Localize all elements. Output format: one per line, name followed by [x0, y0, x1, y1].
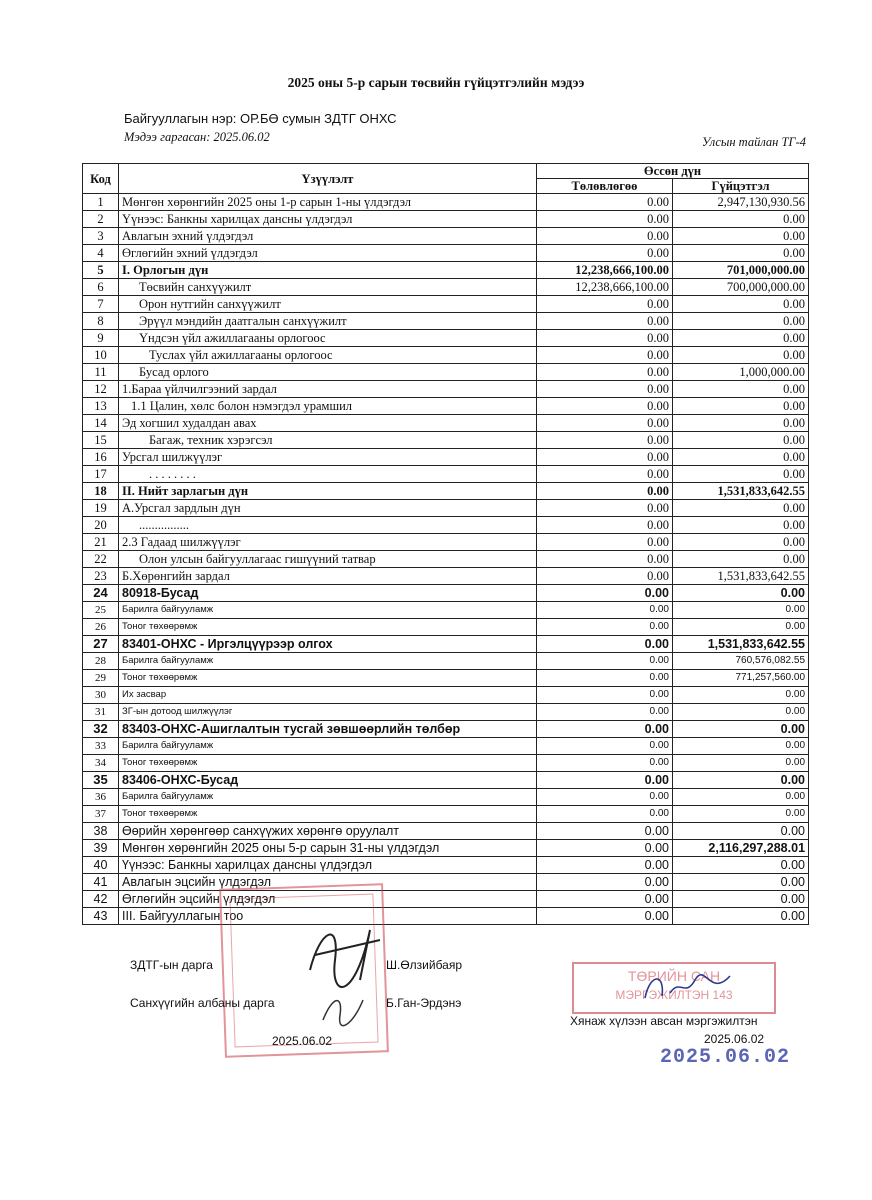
row-code: 8	[83, 313, 119, 330]
row-label: Авлагын эхний үлдэгдэл	[119, 228, 537, 245]
row-code: 37	[83, 806, 119, 823]
table-row	[83, 279, 809, 296]
row-code: 5	[83, 262, 119, 279]
table-row	[83, 857, 809, 874]
row-label: Өөрийн хөрөнгөөр санхүүжих хөрөнгө оруулалт	[119, 823, 537, 840]
row-label: Барилга байгууламж	[119, 738, 537, 755]
row-actual: 0.00	[673, 619, 809, 636]
row-label: III. Байгууллагын тоо	[119, 908, 537, 925]
row-actual: 0.00	[673, 585, 809, 602]
row-plan: 0.00	[537, 296, 673, 313]
row-code: 14	[83, 415, 119, 432]
budget-table	[82, 163, 809, 925]
row-label: Үндсэн үйл ажиллагааны орлогоос	[119, 330, 537, 347]
row-actual: 0.00	[673, 687, 809, 704]
row-actual: 0.00	[673, 211, 809, 228]
row-actual: 0.00	[673, 823, 809, 840]
row-plan: 0.00	[537, 857, 673, 874]
table-row	[83, 449, 809, 466]
row-code: 20	[83, 517, 119, 534]
row-plan: 0.00	[537, 789, 673, 806]
row-code: 4	[83, 245, 119, 262]
row-label: А.Урсгал зардлын дүн	[119, 500, 537, 517]
row-plan: 0.00	[537, 432, 673, 449]
table-row	[83, 262, 809, 279]
table-row	[83, 636, 809, 653]
row-plan: 0.00	[537, 585, 673, 602]
table-row	[83, 619, 809, 636]
table-row	[83, 517, 809, 534]
row-code: 30	[83, 687, 119, 704]
row-plan: 0.00	[537, 551, 673, 568]
row-code: 3	[83, 228, 119, 245]
row-code: 25	[83, 602, 119, 619]
row-code: 17	[83, 466, 119, 483]
row-code: 9	[83, 330, 119, 347]
row-actual: 771,257,560.00	[673, 670, 809, 687]
row-label: Барилга байгууламж	[119, 653, 537, 670]
row-code: 32	[83, 721, 119, 738]
row-plan: 0.00	[537, 347, 673, 364]
row-label: Тоног төхөөрөмж	[119, 619, 537, 636]
table-row	[83, 415, 809, 432]
row-actual: 1,531,833,642.55	[673, 568, 809, 585]
row-plan: 12,238,666,100.00	[537, 279, 673, 296]
row-actual: 1,531,833,642.55	[673, 483, 809, 500]
row-plan: 0.00	[537, 908, 673, 925]
row-label: 1.Бараа үйлчилгээний зардал	[119, 381, 537, 398]
row-label: Төсвийн санхүүжилт	[119, 279, 537, 296]
column-header-indicator: Үзүүлэлт	[119, 164, 537, 194]
table-row	[83, 194, 809, 211]
row-actual: 0.00	[673, 245, 809, 262]
row-code: 31	[83, 704, 119, 721]
table-row	[83, 908, 809, 925]
table-row	[83, 789, 809, 806]
row-actual: 0.00	[673, 228, 809, 245]
row-actual: 0.00	[673, 330, 809, 347]
table-row	[83, 551, 809, 568]
row-plan: 0.00	[537, 364, 673, 381]
table-row	[83, 347, 809, 364]
row-label: Тоног төхөөрөмж	[119, 670, 537, 687]
head-title: ЗДТГ-ын дарга	[130, 958, 213, 972]
table-row	[83, 891, 809, 908]
table-row	[83, 772, 809, 789]
row-label: Туслах үйл ажиллагааны орлогоос	[119, 347, 537, 364]
row-actual: 0.00	[673, 296, 809, 313]
table-row	[83, 670, 809, 687]
row-plan: 0.00	[537, 806, 673, 823]
left-date: 2025.06.02	[272, 1034, 333, 1048]
row-label: II. Нийт зарлагын дүн	[119, 483, 537, 500]
row-code: 2	[83, 211, 119, 228]
row-plan: 0.00	[537, 755, 673, 772]
row-code: 38	[83, 823, 119, 840]
row-plan: 0.00	[537, 211, 673, 228]
row-plan: 0.00	[537, 228, 673, 245]
row-label: 83403-ОНХС-Ашиглалтын тусгай зөвшөөрлийн төлбөр	[119, 721, 537, 738]
row-label: Эрүүл мэндийн даатгалын санхүүжилт	[119, 313, 537, 330]
row-label: Мөнгөн хөрөнгийн 2025 оны 1-р сарын 1-ны үлдэгдэл	[119, 194, 537, 211]
table-row	[83, 823, 809, 840]
row-plan: 0.00	[537, 483, 673, 500]
reviewer-date: 2025.06.02	[704, 1032, 765, 1046]
row-actual: 0.00	[673, 772, 809, 789]
row-code: 7	[83, 296, 119, 313]
row-plan: 0.00	[537, 704, 673, 721]
column-header-plan: Төлөвлөгөө	[537, 179, 673, 194]
table-row	[83, 585, 809, 602]
row-label: Үүнээс: Банкны харилцах дансны үлдэгдэл	[119, 211, 537, 228]
stamp-line-1: ТӨРИЙН САН	[627, 968, 721, 984]
row-plan: 0.00	[537, 466, 673, 483]
table-body	[83, 194, 809, 925]
row-code: 16	[83, 449, 119, 466]
row-actual: 1,000,000.00	[673, 364, 809, 381]
table-row	[83, 840, 809, 857]
row-label: Орон нутгийн санхүүжилт	[119, 296, 537, 313]
row-code: 18	[83, 483, 119, 500]
table-row	[83, 500, 809, 517]
row-actual: 2,116,297,288.01	[673, 840, 809, 857]
row-plan: 0.00	[537, 653, 673, 670]
row-label: Их засвар	[119, 687, 537, 704]
row-code: 27	[83, 636, 119, 653]
row-actual: 2,947,130,930.56	[673, 194, 809, 211]
row-actual: 0.00	[673, 466, 809, 483]
table-row	[83, 245, 809, 262]
row-label: Өглөгийн эхний үлдэгдэл	[119, 245, 537, 262]
row-label: I. Орлогын дүн	[119, 262, 537, 279]
row-actual: 0.00	[673, 398, 809, 415]
row-code: 24	[83, 585, 119, 602]
row-plan: 0.00	[537, 721, 673, 738]
row-label: Урсгал шилжүүлэг	[119, 449, 537, 466]
row-actual: 0.00	[673, 381, 809, 398]
organization-name: Байгууллагын нэр: ОР.БӨ сумын ЗДТГ ОНХС	[124, 111, 397, 126]
row-actual: 0.00	[673, 857, 809, 874]
row-plan: 0.00	[537, 381, 673, 398]
row-actual: 0.00	[673, 415, 809, 432]
row-label: 83406-ОНХС-Бусад	[119, 772, 537, 789]
row-code: 10	[83, 347, 119, 364]
row-actual: 0.00	[673, 517, 809, 534]
row-plan: 0.00	[537, 823, 673, 840]
table-row	[83, 721, 809, 738]
row-label: Мөнгөн хөрөнгийн 2025 оны 5-р сарын 31-ны үлдэгдэл	[119, 840, 537, 857]
row-label: ................	[119, 517, 537, 534]
column-group-header: Өссөн дүн	[537, 164, 809, 179]
row-code: 42	[83, 891, 119, 908]
row-label: Барилга байгууламж	[119, 602, 537, 619]
row-plan: 0.00	[537, 398, 673, 415]
row-code: 34	[83, 755, 119, 772]
row-plan: 0.00	[537, 517, 673, 534]
row-plan: 0.00	[537, 840, 673, 857]
row-actual: 0.00	[673, 432, 809, 449]
table-row	[83, 602, 809, 619]
row-actual: 0.00	[673, 721, 809, 738]
row-plan: 0.00	[537, 194, 673, 211]
row-label: Эд хогшил худалдан авах	[119, 415, 537, 432]
row-code: 11	[83, 364, 119, 381]
table-row	[83, 398, 809, 415]
row-label: Өглөгийн эцсийн үлдэгдэл	[119, 891, 537, 908]
row-code: 35	[83, 772, 119, 789]
row-code: 19	[83, 500, 119, 517]
row-label: Үүнээс: Банкны харилцах дансны үлдэгдэл	[119, 857, 537, 874]
row-plan: 0.00	[537, 534, 673, 551]
row-code: 22	[83, 551, 119, 568]
table-row	[83, 432, 809, 449]
finance-signature	[318, 990, 368, 1030]
row-plan: 0.00	[537, 772, 673, 789]
row-code: 13	[83, 398, 119, 415]
row-actual: 0.00	[673, 602, 809, 619]
row-label: 2.3 Гадаад шилжүүлэг	[119, 534, 537, 551]
row-actual: 0.00	[673, 313, 809, 330]
head-name: Ш.Өлзийбаяр	[386, 958, 463, 972]
row-code: 41	[83, 874, 119, 891]
row-code: 43	[83, 908, 119, 925]
row-code: 26	[83, 619, 119, 636]
row-plan: 0.00	[537, 670, 673, 687]
row-label: 1.1 Цалин, хөлс болон нэмэгдэл урамшил	[119, 398, 537, 415]
row-code: 28	[83, 653, 119, 670]
row-actual: 700,000,000.00	[673, 279, 809, 296]
row-plan: 0.00	[537, 449, 673, 466]
table-row	[83, 228, 809, 245]
row-actual: 1,531,833,642.55	[673, 636, 809, 653]
row-code: 21	[83, 534, 119, 551]
table-row	[83, 534, 809, 551]
report-form-code: Улсын тайлан ТГ-4	[701, 135, 806, 149]
row-label: Бусад орлого	[119, 364, 537, 381]
row-code: 1	[83, 194, 119, 211]
row-plan: 0.00	[537, 313, 673, 330]
row-plan: 0.00	[537, 636, 673, 653]
row-plan: 0.00	[537, 602, 673, 619]
column-header-code: Код	[83, 164, 119, 194]
row-plan: 0.00	[537, 568, 673, 585]
row-plan: 0.00	[537, 874, 673, 891]
row-label: Авлагын эцсийн үлдэгдэл	[119, 874, 537, 891]
issued-date: Мэдээ гаргасан: 2025.06.02	[124, 130, 270, 144]
row-code: 39	[83, 840, 119, 857]
table-row	[83, 806, 809, 823]
table-row	[83, 568, 809, 585]
table-row	[83, 483, 809, 500]
table-row	[83, 687, 809, 704]
row-actual: 0.00	[673, 534, 809, 551]
table-row	[83, 738, 809, 755]
row-plan: 0.00	[537, 891, 673, 908]
row-label: ЗГ-ын дотоод шилжүүлэг	[119, 704, 537, 721]
reviewer-signature	[640, 968, 740, 1008]
table-row	[83, 296, 809, 313]
row-label: Тоног төхөөрөмж	[119, 806, 537, 823]
row-actual: 0.00	[673, 891, 809, 908]
row-actual: 0.00	[673, 500, 809, 517]
row-label: Тоног төхөөрөмж	[119, 755, 537, 772]
table-row	[83, 313, 809, 330]
table-row	[83, 364, 809, 381]
row-code: 15	[83, 432, 119, 449]
report-title: 2025 оны 5-р сарын төсвийн гүйцэтгэлийн мэдээ	[287, 75, 585, 90]
row-code: 40	[83, 857, 119, 874]
row-code: 33	[83, 738, 119, 755]
table-row	[83, 330, 809, 347]
date-stamp: 2025.06.02	[660, 1046, 791, 1069]
column-header-actual: Гүйцэтгэл	[673, 179, 809, 194]
row-code: 12	[83, 381, 119, 398]
row-code: 36	[83, 789, 119, 806]
row-plan: 0.00	[537, 330, 673, 347]
row-label: 83401-ОНХС - Иргэлцүүрээр олгох	[119, 636, 537, 653]
table-row	[83, 653, 809, 670]
row-actual: 0.00	[673, 755, 809, 772]
row-actual: 701,000,000.00	[673, 262, 809, 279]
row-actual: 0.00	[673, 908, 809, 925]
row-plan: 0.00	[537, 619, 673, 636]
finance-name: Б.Ган-Эрдэнэ	[386, 996, 462, 1010]
row-actual: 0.00	[673, 806, 809, 823]
table-row	[83, 874, 809, 891]
row-actual: 0.00	[673, 738, 809, 755]
row-plan: 0.00	[537, 245, 673, 262]
table-row	[83, 211, 809, 228]
row-code: 23	[83, 568, 119, 585]
row-plan: 12,238,666,100.00	[537, 262, 673, 279]
row-actual: 0.00	[673, 704, 809, 721]
row-plan: 0.00	[537, 415, 673, 432]
row-label: Б.Хөрөнгийн зардал	[119, 568, 537, 585]
row-label: 80918-Бусад	[119, 585, 537, 602]
row-plan: 0.00	[537, 687, 673, 704]
table-row	[83, 466, 809, 483]
row-label: Олон улсын байгууллагаас гишүүний татвар	[119, 551, 537, 568]
row-actual: 0.00	[673, 789, 809, 806]
row-label: . . . . . . . .	[119, 466, 537, 483]
table-row	[83, 381, 809, 398]
row-label: Багаж, техник хэрэгсэл	[119, 432, 537, 449]
row-actual: 0.00	[673, 874, 809, 891]
row-actual: 0.00	[673, 449, 809, 466]
reviewer-label: Хянаж хүлээн авсан мэргэжилтэн	[570, 1014, 758, 1028]
row-code: 29	[83, 670, 119, 687]
stamp-line-2: МЭРГЭЖИЛТЭН 143	[615, 988, 733, 1002]
row-actual: 760,576,082.55	[673, 653, 809, 670]
row-plan: 0.00	[537, 500, 673, 517]
table-row	[83, 755, 809, 772]
row-plan: 0.00	[537, 738, 673, 755]
row-actual: 0.00	[673, 347, 809, 364]
row-code: 6	[83, 279, 119, 296]
row-actual: 0.00	[673, 551, 809, 568]
finance-title: Санхүүгийн албаны дарга	[130, 996, 275, 1010]
row-label: Барилга байгууламж	[119, 789, 537, 806]
table-row	[83, 704, 809, 721]
